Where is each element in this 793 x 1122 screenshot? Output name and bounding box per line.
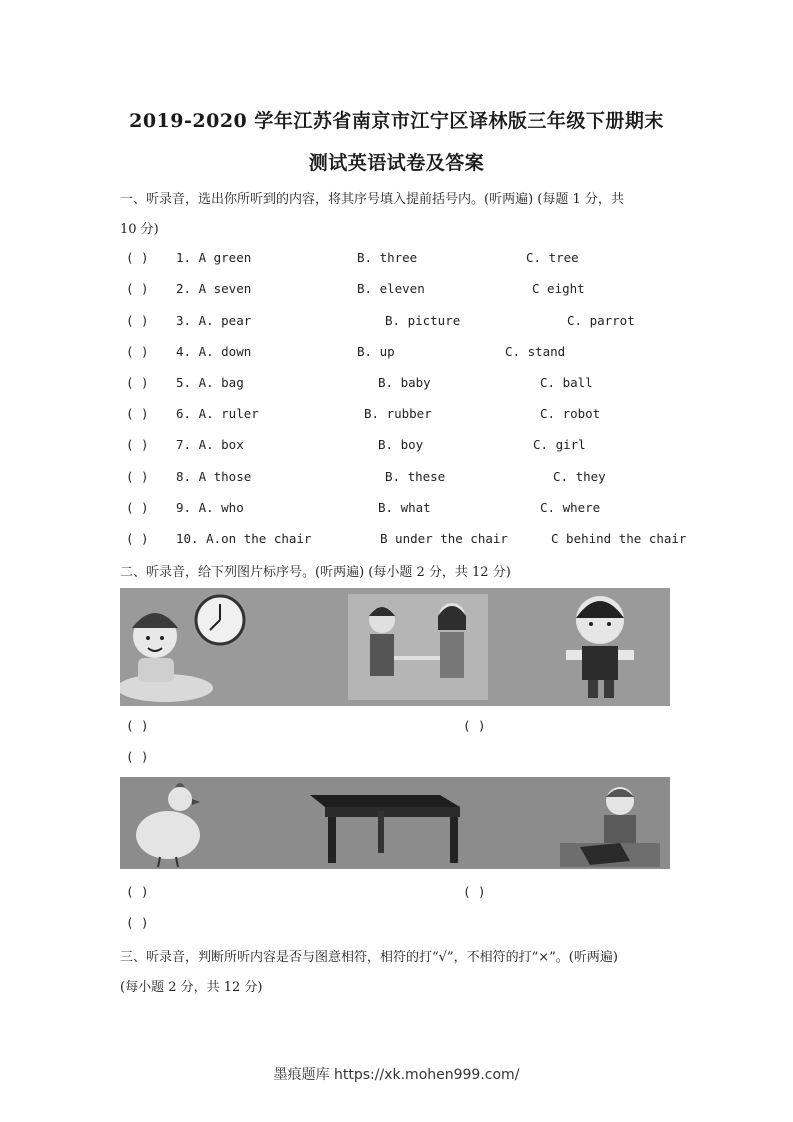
answer-paren: ( ) — [126, 437, 149, 452]
option-b: B. rubber — [364, 406, 432, 421]
answer-paren: ( ) — [126, 884, 149, 899]
question-row — [0, 469, 793, 487]
option-c: C eight — [532, 281, 585, 296]
answer-paren: ( ) — [126, 531, 149, 546]
section1-heading: 一、听录音，选出你所听到的内容，将其序号填入提前括号内。(听两遍) (每题 1 分，共 — [120, 192, 624, 207]
answer-paren: ( ) — [126, 344, 149, 359]
answer-paren: ( ) — [126, 375, 149, 390]
answer-paren: ( ) — [126, 250, 149, 265]
answer-paren: ( ) — [126, 718, 149, 733]
option-b: B. boy — [378, 437, 424, 452]
option-a: 5. A. bag — [176, 375, 244, 390]
option-c: C. where — [540, 500, 601, 515]
question-row — [0, 437, 793, 455]
option-b: B. what — [378, 500, 431, 515]
option-a: 3. A. pear — [176, 313, 252, 328]
option-b: B. eleven — [357, 281, 425, 296]
option-a: 4. A. down — [176, 344, 252, 359]
picture-strip-2 — [120, 777, 670, 869]
option-c: C. girl — [533, 437, 586, 452]
question-row — [0, 531, 793, 549]
option-a: 10. A.on the chair — [176, 531, 312, 546]
option-b: B. these — [385, 469, 446, 484]
picture-strip-1-illustration — [120, 588, 670, 706]
answer-paren: ( ) — [126, 749, 149, 764]
picture-strip-2-illustration — [120, 777, 670, 869]
footer-watermark: 墨痕题库 https://xk.mohen999.com/ — [273, 1067, 520, 1083]
option-a: 7. A. box — [176, 437, 244, 452]
option-c: C. robot — [540, 406, 601, 421]
option-a: 9. A. who — [176, 500, 244, 515]
title-line-2: 测试英语试卷及答案 — [308, 152, 485, 174]
answer-paren: ( ) — [126, 406, 149, 421]
answer-paren: ( ) — [126, 313, 149, 328]
question-row — [0, 313, 793, 331]
option-a: 1. A green — [176, 250, 252, 265]
option-b: B under the chair — [380, 531, 508, 546]
answer-paren: ( ) — [126, 500, 149, 515]
option-b: B. picture — [385, 313, 461, 328]
option-c: C. parrot — [567, 313, 635, 328]
answer-paren: ( ) — [126, 469, 149, 484]
question-row — [0, 375, 793, 393]
option-c: C. ball — [540, 375, 593, 390]
question-row — [0, 500, 793, 518]
answer-paren: ( ) — [126, 281, 149, 296]
section3-heading: 三、听录音，判断所听内容是否与图意相符，相符的打“√”，不相符的打“×”。(听两遍) — [120, 950, 618, 965]
option-b: B. three — [357, 250, 418, 265]
question-row — [0, 406, 793, 424]
section2-heading: 二、听录音，给下列图片标序号。(听两遍) (每小题 2 分，共 12 分) — [120, 565, 511, 580]
answer-paren: ( ) — [463, 718, 486, 733]
section1-heading-cont: 10 分) — [120, 222, 159, 237]
option-a: 2. A seven — [176, 281, 252, 296]
question-row — [0, 250, 793, 268]
question-row — [0, 344, 793, 362]
answer-paren: ( ) — [463, 884, 486, 899]
answer-paren: ( ) — [126, 915, 149, 930]
option-c: C. stand — [505, 344, 566, 359]
option-b: B. up — [357, 344, 395, 359]
section3-heading-cont: (每小题 2 分，共 12 分) — [120, 980, 263, 995]
title-line-1: 2019-2020 学年江苏省南京市江宁区译林版三年级下册期末 — [129, 110, 664, 132]
option-b: B. baby — [378, 375, 431, 390]
option-c: C. tree — [526, 250, 579, 265]
option-c: C behind the chair — [551, 531, 687, 546]
question-row — [0, 281, 793, 299]
option-c: C. they — [553, 469, 606, 484]
option-a: 6. A. ruler — [176, 406, 259, 421]
picture-strip-1 — [120, 588, 670, 706]
option-a: 8. A those — [176, 469, 252, 484]
